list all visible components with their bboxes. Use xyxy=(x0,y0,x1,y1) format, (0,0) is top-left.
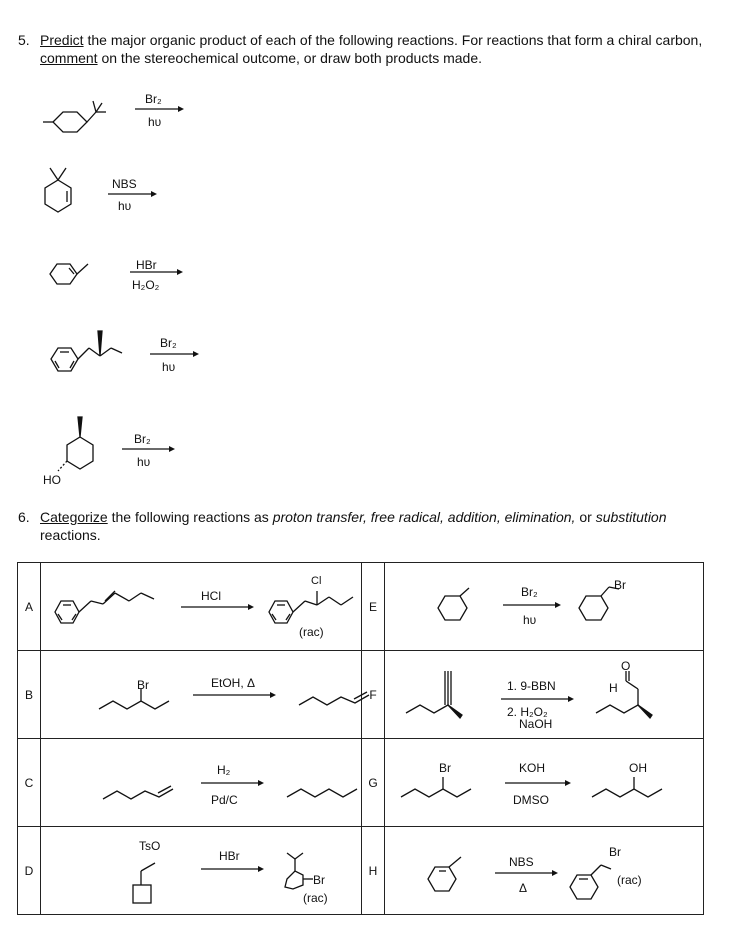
question-6-number: 6. xyxy=(18,509,30,525)
question-5 xyxy=(18,31,702,67)
table-row xyxy=(18,739,704,827)
reaction-c-reagent-bottom: Pd/C xyxy=(211,793,238,807)
reaction-f-arrow xyxy=(501,695,576,703)
reaction-f-reagent-top: 1. 9-BBN xyxy=(507,679,556,693)
question-5-verb: Predict xyxy=(40,32,84,48)
reaction-c-arrow xyxy=(201,779,266,787)
q5-r4-reagent-top: Br₂ xyxy=(160,336,177,350)
reaction-d-substrate-label: TsO xyxy=(139,839,161,853)
row-letter: H xyxy=(362,827,385,915)
q5-r2-arrow xyxy=(108,190,158,198)
q5-r5-reagent-bottom: hυ xyxy=(137,455,151,469)
q5-r2-molecule xyxy=(38,162,83,222)
reaction-g-substrate xyxy=(399,769,499,809)
reaction-d-note: (rac) xyxy=(303,891,328,905)
q5-r2-reagent-bottom: hυ xyxy=(118,199,132,213)
reaction-e-reagent-bottom: hυ xyxy=(523,613,537,627)
q5-r1-molecule xyxy=(40,95,120,140)
question-6 xyxy=(18,508,667,544)
reaction-h-arrow xyxy=(495,869,560,877)
reaction-f-product-h: H xyxy=(609,681,618,695)
reaction-cell xyxy=(41,563,362,651)
q5-r5-arrow xyxy=(122,445,177,453)
reaction-cell xyxy=(41,827,362,915)
reaction-table xyxy=(17,562,704,915)
reaction-cell xyxy=(385,827,704,915)
reaction-a-product-label: Cl xyxy=(311,575,322,587)
reaction-f-reagent-bottom2: NaOH xyxy=(519,717,553,731)
reaction-f-substrate xyxy=(400,661,480,726)
term-proton-transfer: proton transfer, xyxy=(272,509,367,525)
term-free-radical: free radical, xyxy=(370,509,444,525)
question-6-text1: the following reactions as xyxy=(107,509,273,525)
reaction-b-arrow xyxy=(193,691,278,699)
reaction-c-product xyxy=(285,775,375,805)
table-row xyxy=(18,827,704,915)
reaction-e-product-label: Br xyxy=(614,578,626,592)
q5-r2-reagent-top: NBS xyxy=(112,177,137,191)
reaction-a-note: (rac) xyxy=(299,625,324,639)
reaction-d-product-label: Br xyxy=(313,873,325,887)
q5-r3-molecule xyxy=(40,250,100,295)
q5-r5-molecule xyxy=(50,415,110,475)
reaction-g-arrow xyxy=(505,779,573,787)
q5-r3-reagent-top: HBr xyxy=(136,258,157,272)
q5-r3-arrow xyxy=(130,268,185,276)
reaction-h-reagent-top: NBS xyxy=(509,855,534,869)
reaction-h-product-label: Br xyxy=(609,845,621,859)
reaction-c-reagent-top: H₂ xyxy=(217,763,231,777)
reaction-cell xyxy=(385,739,704,827)
term-elimination: elimination, xyxy=(504,509,576,525)
reaction-h-substrate xyxy=(425,847,485,897)
q5-r5-reagent-top: Br₂ xyxy=(134,432,151,446)
table-row xyxy=(18,651,704,739)
row-letter: G xyxy=(362,739,385,827)
question-5-text-line1: the major organic product of each of the following reactions. For reactions that form a chiral carbon, xyxy=(83,32,703,48)
question-6-or: or xyxy=(575,509,596,525)
q5-r1-reagent-top: Br₂ xyxy=(145,92,162,106)
reaction-b-product xyxy=(297,683,387,713)
q5-r5-substituent: HO xyxy=(43,473,61,487)
q5-r1-reagent-bottom: hυ xyxy=(148,115,162,129)
q5-r4-arrow xyxy=(150,350,200,358)
reaction-cell xyxy=(41,739,362,827)
reaction-e-arrow xyxy=(503,601,563,609)
reaction-h-note: (rac) xyxy=(617,873,642,887)
reaction-e-reagent-top: Br₂ xyxy=(521,585,538,599)
row-letter: E xyxy=(362,563,385,651)
term-addition: addition, xyxy=(447,509,501,525)
reaction-b-substrate-label: Br xyxy=(137,678,149,692)
q5-r4-molecule xyxy=(40,323,135,383)
reaction-g-substrate-label: Br xyxy=(439,761,451,775)
row-letter: C xyxy=(18,739,41,827)
reaction-e-substrate xyxy=(435,588,475,628)
question-5-text-line2: on the stereochemical outcome, or draw both products made. xyxy=(97,50,483,66)
reaction-b-reagent: EtOH, Δ xyxy=(211,676,256,690)
reaction-d-reagent: HBr xyxy=(219,849,240,863)
question-6-line2: reactions. xyxy=(40,527,101,543)
reaction-c-substrate xyxy=(101,777,191,807)
question-5-number: 5. xyxy=(18,32,30,48)
reaction-f-reagent-bottom: 2. H₂O₂ xyxy=(507,705,548,719)
reaction-g-product xyxy=(590,769,690,809)
reaction-a-arrow xyxy=(181,603,256,611)
reaction-d-arrow xyxy=(201,865,266,873)
reaction-a-substrate xyxy=(49,581,189,631)
row-letter: F xyxy=(362,651,385,739)
row-letter: B xyxy=(18,651,41,739)
reaction-g-reagent-bottom: DMSO xyxy=(513,793,549,807)
q5-r3-reagent-bottom: H₂O₂ xyxy=(132,278,160,292)
q5-r1-arrow xyxy=(135,105,185,113)
question-6-verb: Categorize xyxy=(40,509,108,525)
reaction-f-product-o: O xyxy=(621,659,631,673)
reaction-g-reagent-top: KOH xyxy=(519,761,546,775)
reaction-d-substrate xyxy=(121,849,181,909)
row-letter: D xyxy=(18,827,41,915)
reaction-g-product-label: OH xyxy=(629,761,647,775)
row-letter: A xyxy=(18,563,41,651)
reaction-cell xyxy=(41,651,362,739)
reaction-a-reagent: HCl xyxy=(201,589,221,603)
q5-r4-reagent-bottom: hυ xyxy=(162,360,176,374)
term-substitution: substitution xyxy=(595,509,667,525)
question-5-verb2: comment xyxy=(40,50,98,66)
table-row xyxy=(18,563,704,651)
reaction-cell xyxy=(385,563,704,651)
reaction-cell xyxy=(385,651,704,739)
reaction-h-reagent-bottom: Δ xyxy=(519,881,528,895)
